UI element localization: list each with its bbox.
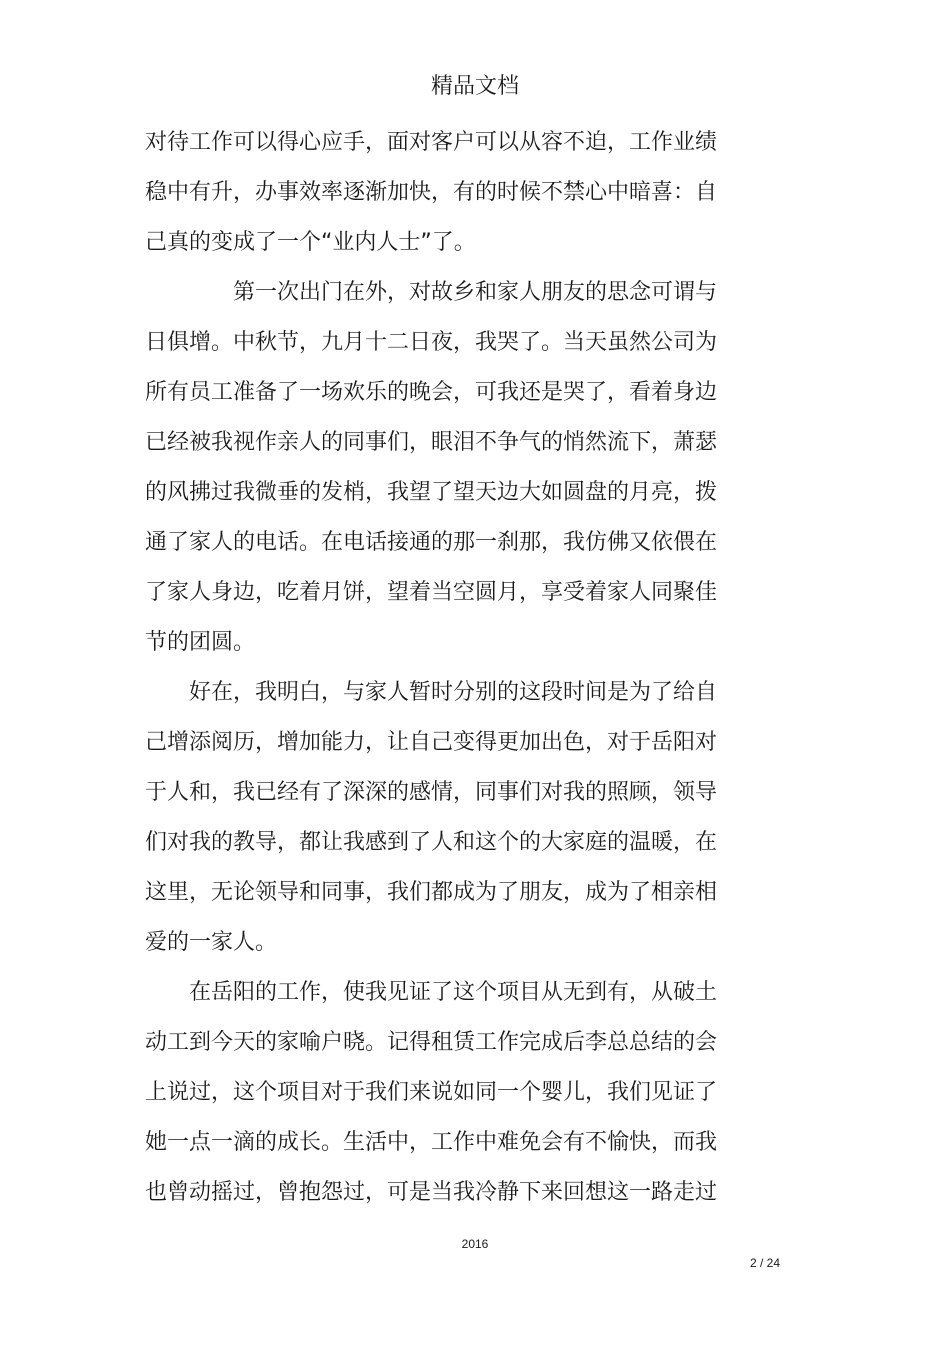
text-line: 节的团圆。	[145, 630, 256, 655]
text-line: 稳中有升，办事效率逐渐加快，有的时候不禁心中暗喜：自	[145, 180, 718, 205]
text-line: 动工到今天的家喻户晓。记得租赁工作完成后李总总结的会	[145, 1030, 718, 1055]
text-line: 爱的一家人。	[145, 930, 278, 955]
document-body	[145, 118, 745, 1218]
text-line: 通了家人的电话。在电话接通的那一刹那，我仿佛又依偎在	[145, 530, 718, 555]
text-line: 己增添阅历，增加能力，让自己变得更加出色，对于岳阳对	[145, 730, 718, 755]
page-footer-year: 2016	[461, 1237, 489, 1251]
text-line: 所有员工准备了一场欢乐的晚会，可我还是哭了，看着身边	[145, 380, 718, 405]
text-line: 她一点一滴的成长。生活中，工作中难免会有不愉快，而我	[145, 1130, 718, 1155]
paragraph-start-line: 在岳阳的工作，使我见证了这个项目从无到有，从破土	[189, 980, 718, 1005]
text-line: 己真的变成了一个“业内人士”了。	[145, 230, 476, 255]
page-number: 2 / 24	[749, 1256, 780, 1270]
text-line: 的风拂过我微垂的发梢，我望了望天边大如圆盘的月亮，拨	[145, 480, 718, 505]
page-header-title: 精品文档	[430, 74, 519, 99]
text-line: 们对我的教导，都让我感到了人和这个的大家庭的温暖，在	[145, 830, 718, 855]
text-line: 于人和，我已经有了深深的感情，同事们对我的照顾，领导	[145, 780, 718, 805]
text-line: 对待工作可以得心应手，面对客户可以从容不迫，工作业绩	[145, 130, 718, 155]
text-line: 上说过，这个项目对于我们来说如同一个婴儿，我们见证了	[145, 1080, 718, 1105]
text-line: 已经被我视作亲人的同事们，眼泪不争气的悄然流下，萧瑟	[145, 430, 718, 455]
text-line: 日俱增。中秋节，九月十二日夜，我哭了。当天虽然公司为	[145, 330, 718, 355]
text-line: 这里，无论领导和同事，我们都成为了朋友，成为了相亲相	[145, 880, 718, 905]
paragraph-start-line: 好在，我明白，与家人暂时分别的这段时间是为了给自	[189, 680, 718, 705]
paragraph-start-line: 第一次出门在外，对故乡和家人朋友的思念可谓与	[233, 280, 718, 305]
text-line: 也曾动摇过，曾抱怨过，可是当我冷静下来回想这一路走过	[145, 1180, 718, 1205]
text-line: 了家人身边，吃着月饼，望着当空圆月，享受着家人同聚佳	[145, 580, 718, 605]
